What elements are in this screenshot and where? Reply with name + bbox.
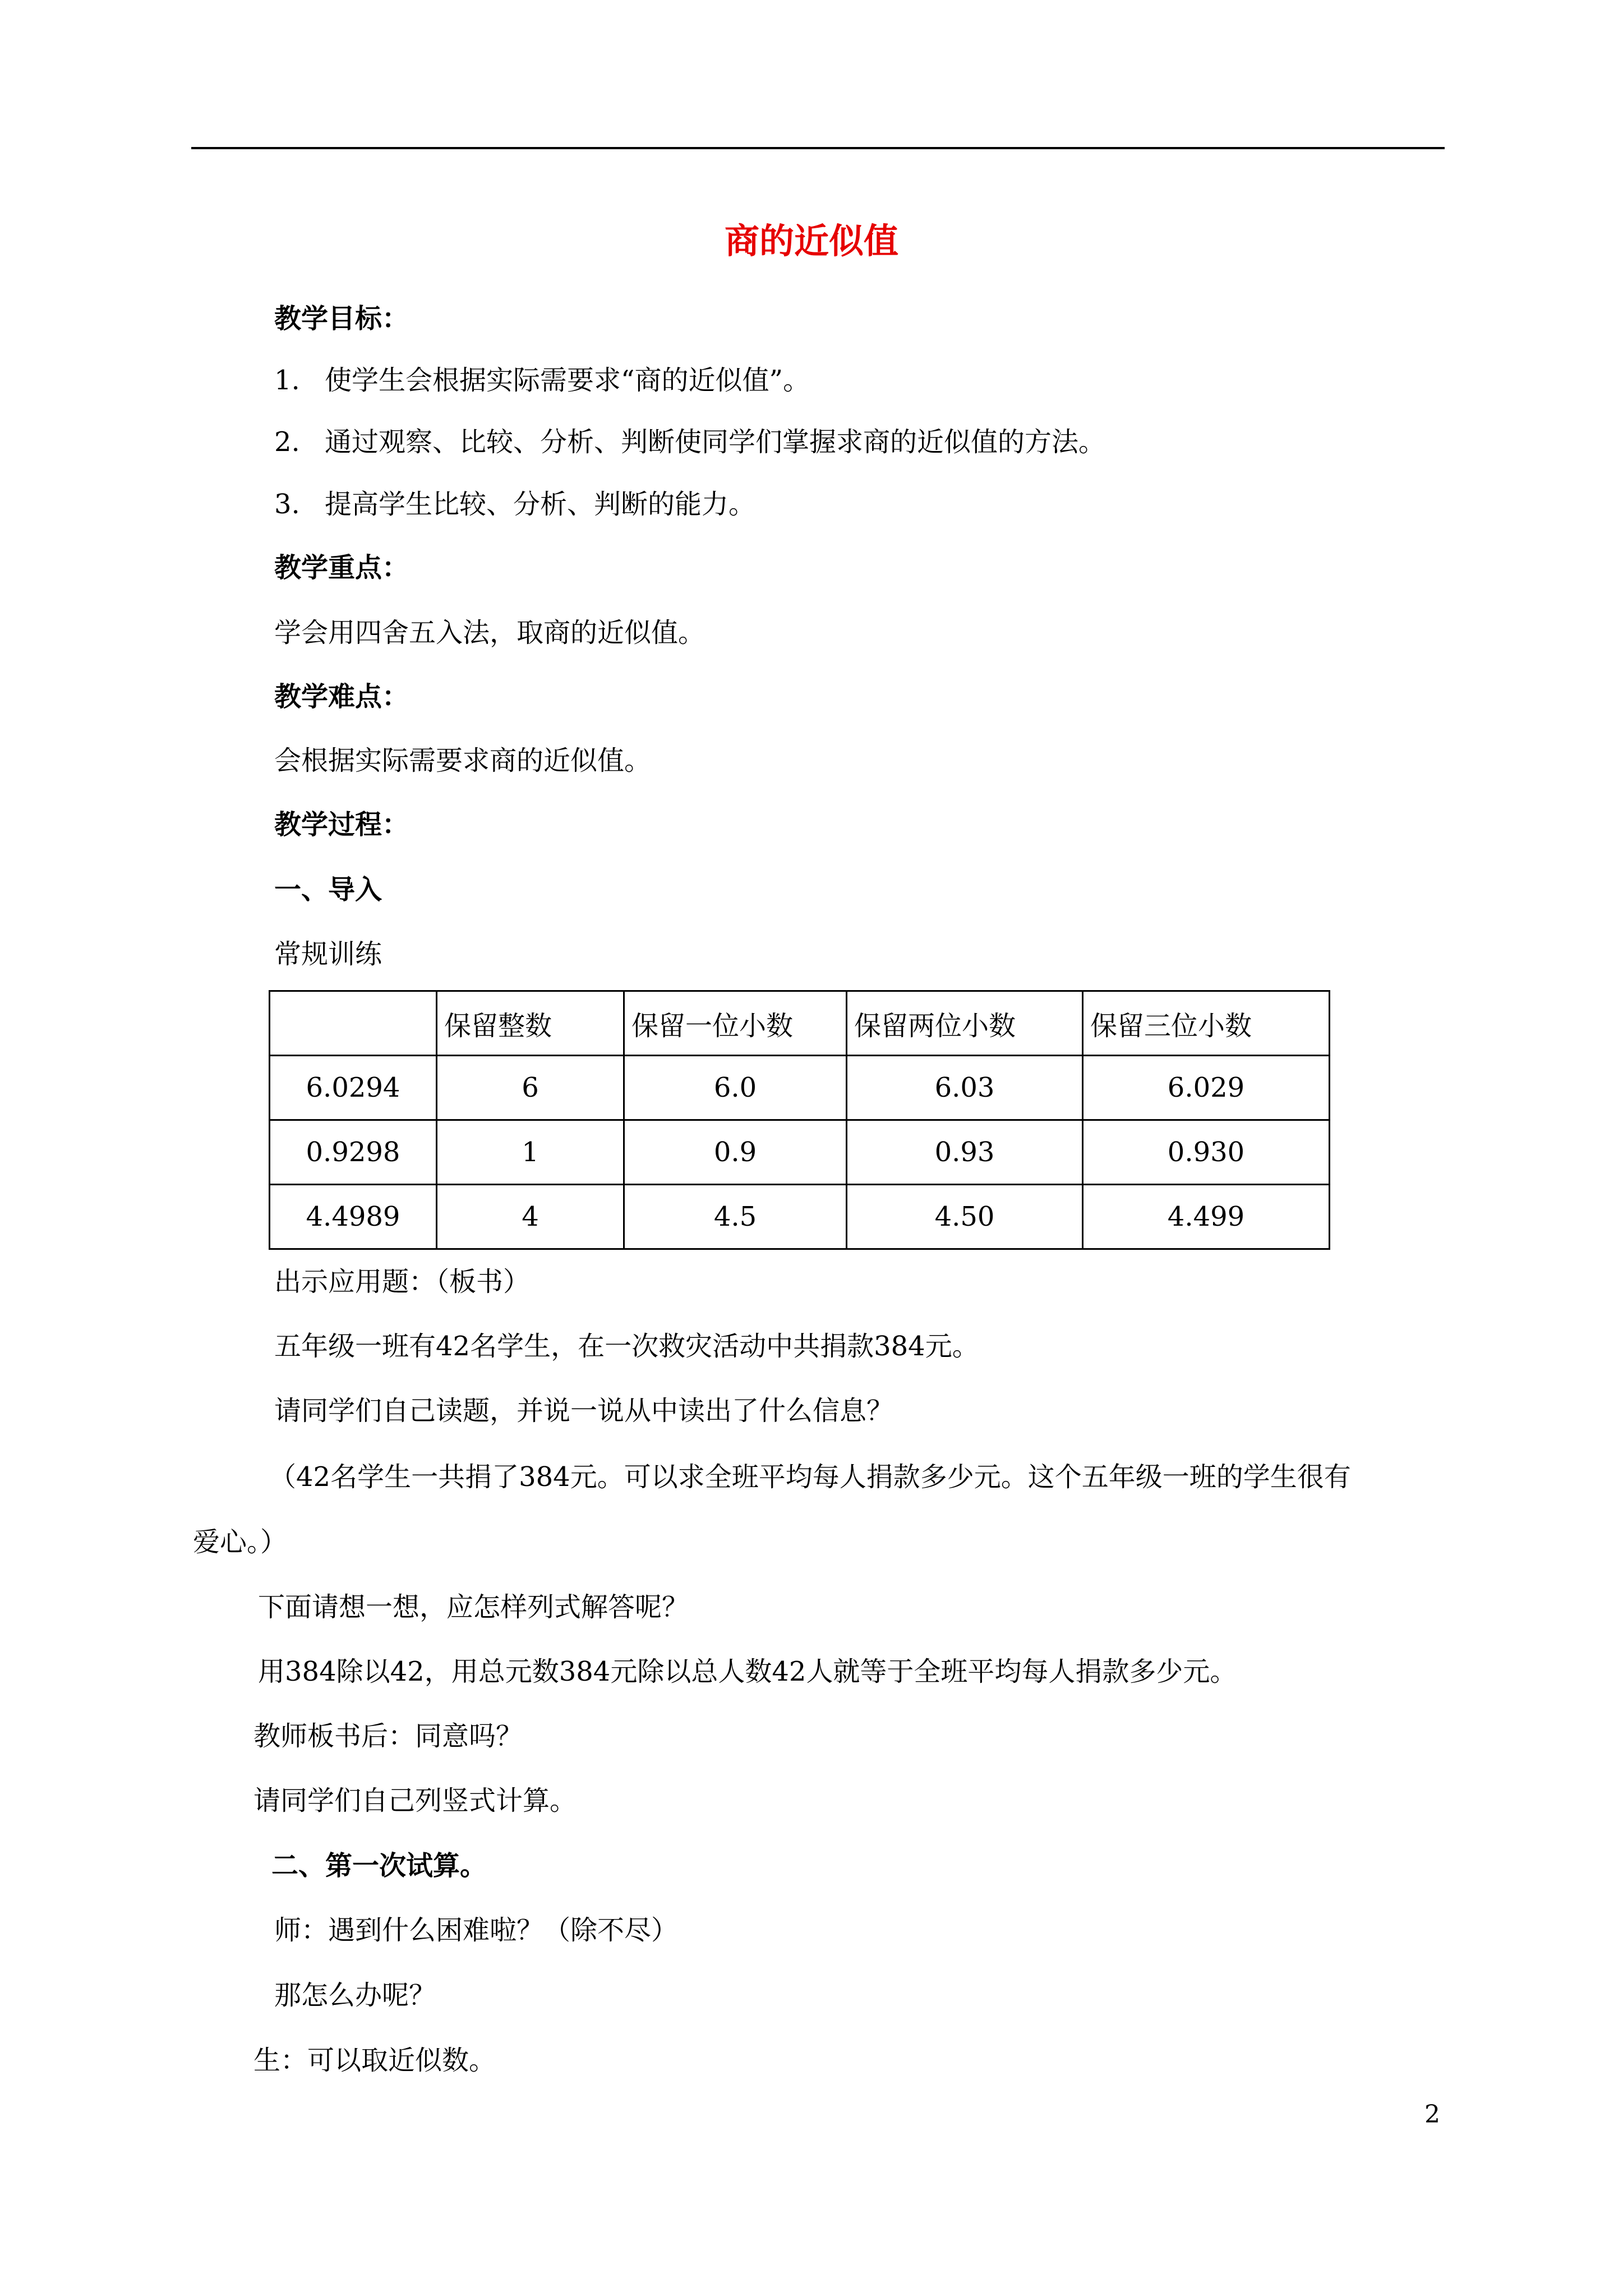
- process-heading: 教学过程：: [274, 809, 409, 840]
- section1-subheading: 常规训练: [274, 938, 382, 970]
- section1-heading: 一、导入: [274, 874, 382, 905]
- paragraph: 生：可以取近似数。: [253, 2045, 496, 2076]
- table-header-cell: 保留三位小数: [1083, 991, 1330, 1056]
- table-header-cell: 保留两位小数: [847, 991, 1083, 1056]
- objective-text: 通过观察、比较、分析、判断使同学们掌握求商的近似值的方法。: [325, 426, 1106, 458]
- table-cell: 0.93: [847, 1120, 1083, 1185]
- objective-item-3: [274, 485, 755, 524]
- paragraph: 师：遇到什么困难啦？（除不尽）: [274, 1915, 679, 1946]
- objective-text: 提高学生比较、分析、判断的能力。: [325, 489, 756, 520]
- rounding-table: [269, 990, 1330, 1250]
- table-cell: 6.0294: [270, 1056, 437, 1120]
- table-header-row: [270, 991, 1330, 1056]
- key-points-heading: 教学重点：: [274, 552, 409, 583]
- objectives-heading: 教学目标：: [274, 303, 409, 334]
- header-rule: [191, 147, 1445, 149]
- paragraph: 出示应用题：（板书）: [274, 1266, 531, 1297]
- page-title: 商的近似值: [724, 220, 898, 261]
- paragraph: 教师板书后：同意吗？: [253, 1720, 523, 1752]
- table-cell: 1: [437, 1120, 624, 1185]
- table-cell: 6.029: [1083, 1056, 1330, 1120]
- objective-num: 2.: [274, 426, 300, 458]
- table-row: [270, 1185, 1330, 1249]
- table-cell: 4.5: [624, 1185, 847, 1249]
- paragraph: 五年级一班有42名学生，在一次救灾活动中共捐款384元。: [274, 1331, 979, 1362]
- paragraph: （42名学生一共捐了384元。可以求全班平均每人捐款多少元。这个五年级一班的学生很有: [269, 1461, 1351, 1493]
- objective-item-1: [274, 361, 810, 400]
- section2-heading: 二、第一次试算。: [271, 1850, 487, 1881]
- table-cell: 6.0: [624, 1056, 847, 1120]
- paragraph: 爱心。）: [193, 1526, 288, 1558]
- table-header-cell: [270, 991, 437, 1056]
- table-cell: 4.499: [1083, 1185, 1330, 1249]
- objective-num: 3.: [274, 489, 300, 520]
- objective-num: 1.: [274, 365, 300, 396]
- table-cell: 4.50: [847, 1185, 1083, 1249]
- table-row: [270, 1056, 1330, 1120]
- difficulties-text: 会根据实际需要求商的近似值。: [274, 745, 652, 776]
- page-number: 2: [1424, 2100, 1440, 2129]
- table-row: [270, 1120, 1330, 1185]
- paragraph: 那怎么办呢？: [274, 1980, 436, 2011]
- table-header-cell: 保留整数: [437, 991, 624, 1056]
- key-points-text: 学会用四舍五入法，取商的近似值。: [274, 617, 706, 648]
- objective-item-2: [274, 422, 1105, 462]
- paragraph: 下面请想一想，应怎样列式解答呢？: [258, 1591, 689, 1623]
- table-cell: 0.9298: [270, 1120, 437, 1185]
- objective-text: 使学生会根据实际需要求“商的近似值”。: [325, 365, 810, 396]
- table-cell: 6.03: [847, 1056, 1083, 1120]
- table-header-cell: 保留一位小数: [624, 991, 847, 1056]
- table-cell: 4: [437, 1185, 624, 1249]
- paragraph: 请同学们自己读题，并说一说从中读出了什么信息？: [274, 1395, 894, 1427]
- paragraph: 用384除以42，用总元数384元除以总人数42人就等于全班平均每人捐款多少元。: [258, 1656, 1237, 1687]
- table-cell: 6: [437, 1056, 624, 1120]
- table-cell: 0.930: [1083, 1120, 1330, 1185]
- paragraph: 请同学们自己列竖式计算。: [253, 1785, 577, 1816]
- table-cell: 4.4989: [270, 1185, 437, 1249]
- difficulties-heading: 教学难点：: [274, 681, 409, 712]
- table-cell: 0.9: [624, 1120, 847, 1185]
